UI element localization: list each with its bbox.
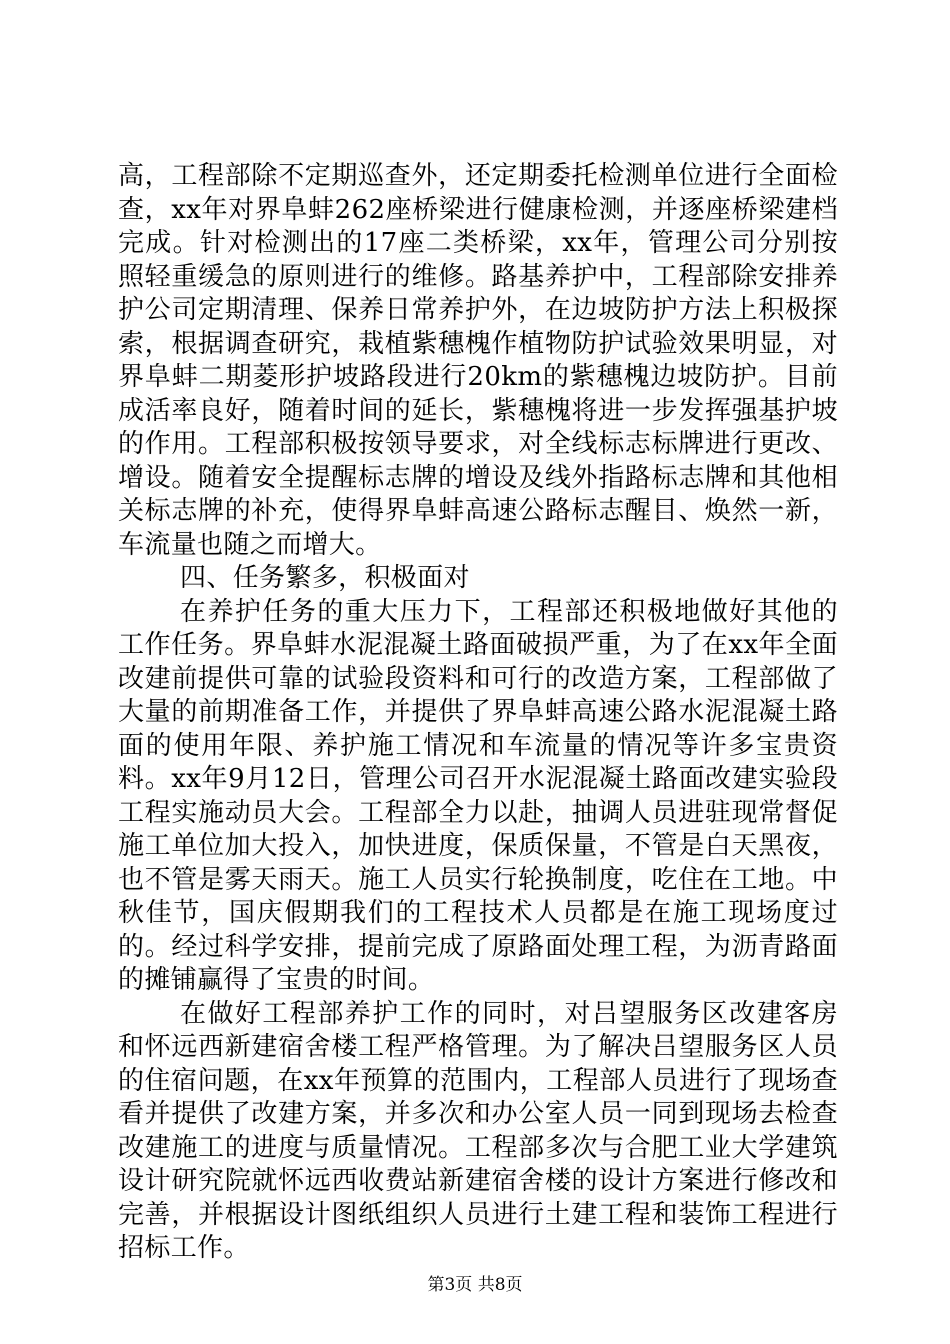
section-heading: 四、任务繁多，积极面对 <box>180 563 470 593</box>
document-body <box>118 160 838 1266</box>
paragraph-dormitory-project: 在做好工程部养护工作的同时，对吕望服务区改建客房和怀远西新建宿舍楼工程严格管理。为了解决吕望服务区人员的住宿问题，在xx年预算的范围内，工程部人员进行了现场查看并提供了改建方案，并多次和办公室人员一同到现场去检查改建施工的进度与质量情况。工程部多次与合肥工业大学建筑设计研究院就怀远西收费站新建宿舍楼的设计方案进行修改和完善，并根据设计图纸组织人员进行土建工程和装饰工程进行招标工作。 <box>118 998 838 1263</box>
page-number: 第3页 共8页 <box>427 1275 523 1295</box>
paragraph-bridge-maintenance: 高，工程部除不定期巡查外，还定期委托检测单位进行全面检查，xx年对界阜蚌262座桥梁进行健康检测，并逐座桥梁建档完成。针对检测出的17座二类桥梁，xx年，管理公司分别按照轻重缓急的原则进行的维修。路基养护中，工程部除安排养护公司定期清理、保养日常养护外，在边坡防护方法上积极探索，根据调查研究，栽植紫穗槐作植物防护试验效果明显，对界阜蚌二期菱形护坡路段进行20km的紫穗槐边坡防护。目前成活率良好，随着时间的延长，紫穗槐将进一步发挥强基护坡的作用。工程部积极按领导要求，对全线标志标牌进行更改、增设。随着安全提醒标志牌的增设及线外指路标志牌和其他相关标志牌的补充，使得界阜蚌高速公路标志醒目、焕然一新，车流量也随之而增大。 <box>118 161 838 560</box>
page-footer <box>0 1274 950 1296</box>
paragraph-road-rebuild: 在养护任务的重大压力下，工程部还积极地做好其他的工作任务。界阜蚌水泥混凝土路面破损严重，为了在xx年全面改建前提供可靠的试验段资料和可行的改造方案，工程部做了大量的前期准备工作，并提供了界阜蚌高速公路水泥混凝土路面的使用年限、养护施工情况和车流量的情况等许多宝贵资料。xx年9月12日，管理公司召开水泥混凝土路面改建实验段工程实施动员大会。工程部全力以赴，抽调人员进驻现常督促施工单位加大投入，加快进度，保质保量，不管是白天黑夜，也不管是雾天雨天。施工人员实行轮换制度，吃住在工地。中秋佳节，国庆假期我们的工程技术人员都是在施工现场度过的。经过科学安排，提前完成了原路面处理工程，为沥青路面的摊铺赢得了宝贵的时间。 <box>118 596 838 995</box>
